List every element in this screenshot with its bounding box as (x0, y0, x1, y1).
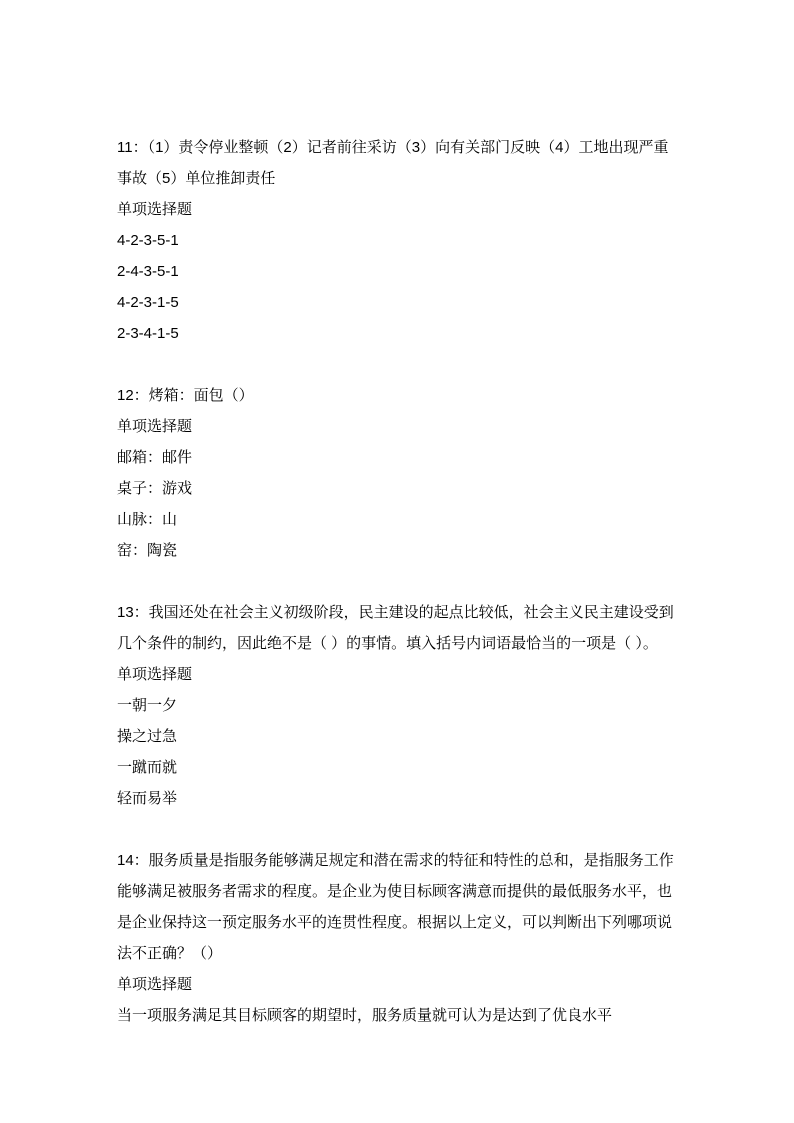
option-item: 山脉：山 (117, 511, 178, 528)
question-type-label: 单项选择题 (117, 201, 193, 218)
option-item: 操之过急 (117, 728, 178, 745)
question-type-label: 单项选择题 (117, 666, 193, 683)
question-block (117, 597, 677, 814)
option-item: 桌子：游戏 (117, 480, 193, 497)
question-type-label: 单项选择题 (117, 418, 193, 435)
option-item: 2-3-4-1-5 (117, 325, 179, 342)
option-item: 邮箱：邮件 (117, 449, 193, 466)
question-block (117, 380, 677, 566)
option-item: 一朝一夕 (117, 697, 178, 714)
option-item: 2-4-3-5-1 (117, 263, 179, 280)
option-item: 一蹴而就 (117, 759, 178, 776)
option-item: 窑：陶瓷 (117, 542, 178, 559)
option-item: 当一项服务满足其目标顾客的期望时，服务质量就可认为是达到了优良水平 (117, 1007, 613, 1024)
question-text: 14：服务质量是指服务能够满足规定和潜在需求的特征和特性的总和，是指服务工作能够满足被服务者需求的程度。是企业为使目标顾客满意而提供的最低服务水平，也是企业保持这一预定服务水平的连贯性程度。根据以上定义，可以判断出下列哪项说法不正确？（） (117, 852, 674, 962)
question-text: 11：（1）责令停业整顿（2）记者前往采访（3）向有关部门反映（4）工地出现严重事故（5）单位推卸责任 (117, 139, 669, 187)
question-text: 12：烤箱：面包（） (117, 387, 254, 404)
option-item: 4-2-3-1-5 (117, 294, 179, 311)
question-block (117, 132, 677, 349)
question-block (117, 845, 677, 1031)
question-text: 13：我国还处在社会主义初级阶段，民主建设的起点比较低，社会主义民主建设受到几个条件的制约，因此绝不是（ ）的事情。填入括号内词语最恰当的一项是（ ）。 (117, 604, 674, 652)
option-item: 轻而易举 (117, 790, 178, 807)
question-type-label: 单项选择题 (117, 976, 193, 993)
option-item: 4-2-3-5-1 (117, 232, 179, 249)
